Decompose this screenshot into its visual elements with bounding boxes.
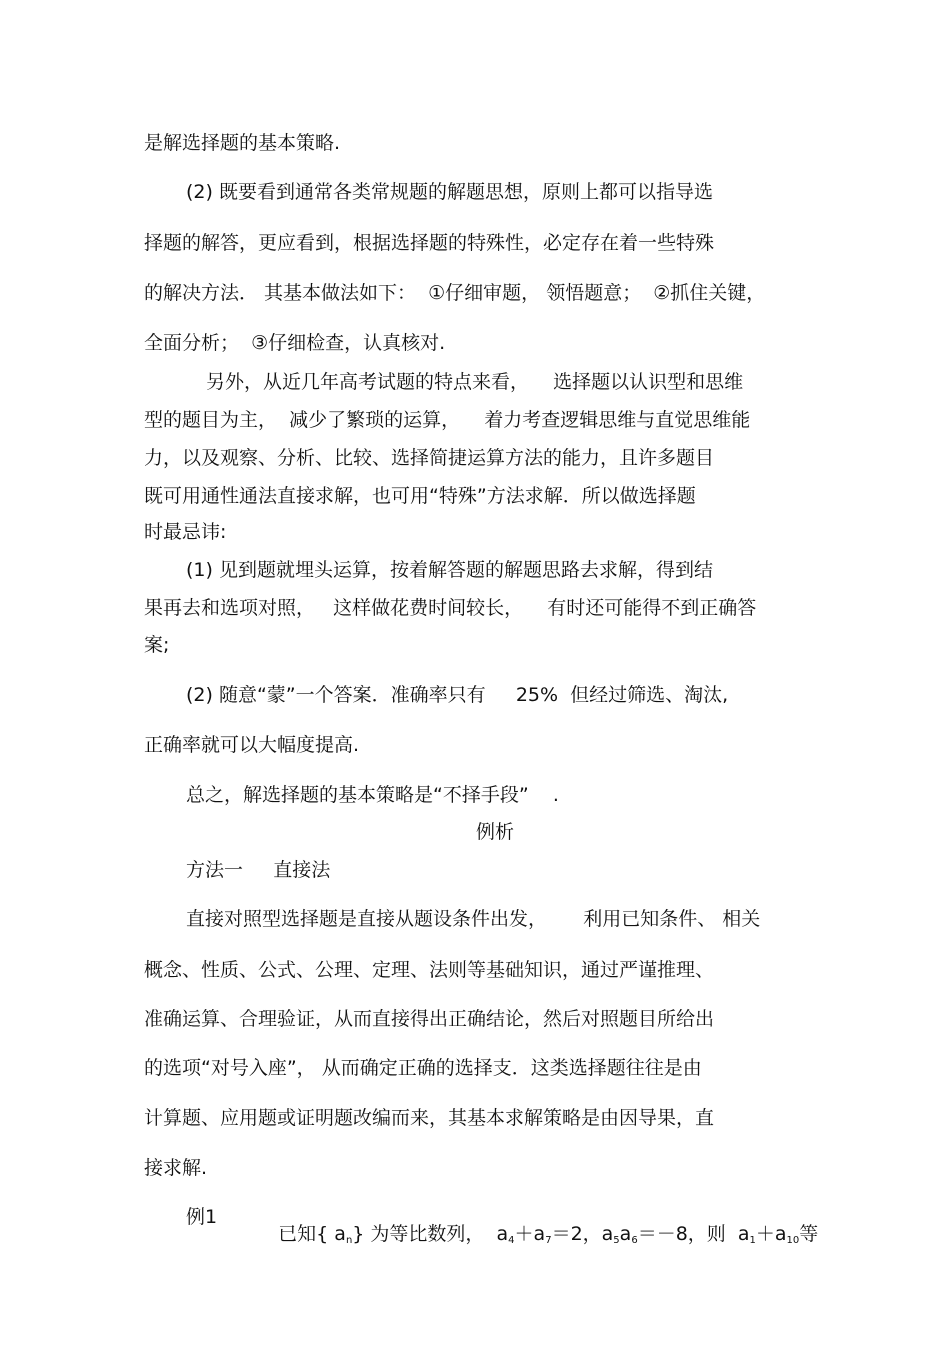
text-line: (2) 既要看到通常各类常规题的解题思想，原则上都可以指导选 bbox=[186, 181, 713, 203]
example-label: 例1 bbox=[186, 1206, 218, 1228]
text-line: 准确运算、合理验证，从而直接得出正确结论，然后对照题目所给出 bbox=[144, 1008, 715, 1030]
text-line: 案; bbox=[144, 634, 170, 656]
subscript: 1 bbox=[749, 1235, 756, 1246]
section-heading: 例析 bbox=[475, 821, 514, 843]
text-line: 正确率就可以大幅度提高. bbox=[144, 734, 360, 756]
subscript: 10 bbox=[786, 1235, 800, 1246]
example-statement bbox=[254, 1198, 819, 1246]
text-line: 总之，解选择题的基本策略是“不择手段” . bbox=[186, 784, 559, 806]
text-line: 另外，从近几年高考试题的特点来看， 选择题以认识型和思维 bbox=[206, 371, 744, 393]
example-text: a bbox=[619, 1223, 632, 1245]
text-line: 时最忌讳: bbox=[144, 521, 227, 543]
text-line: 直接对照型选择题是直接从题设条件出发， 利用已知条件、 相关 bbox=[186, 908, 761, 930]
text-line: 力，以及观察、分析、比较、选择简捷运算方法的能力，且许多题目 bbox=[144, 447, 715, 469]
subscript: n bbox=[345, 1235, 353, 1246]
text-line: (2) 随意“蒙”一个答案．准确率只有 25% 但经过筛选、淘汰, bbox=[186, 684, 729, 706]
text-line: 接求解. bbox=[144, 1157, 208, 1179]
text-line: 的选项“对号入座”， 从而确定正确的选择支．这类选择题往往是由 bbox=[144, 1057, 702, 1079]
text-line: (1) 见到题就埋头运算，按着解答题的解题思路去求解，得到结 bbox=[186, 559, 713, 581]
text-line: 既可用通性通法直接求解，也可用“特殊”方法求解．所以做选择题 bbox=[144, 485, 696, 507]
text-line: 概念、性质、公式、公理、定理、法则等基础知识，通过严谨推理、 bbox=[144, 959, 715, 981]
example-text: ＝－8，则 a bbox=[637, 1223, 750, 1245]
text-line: 的解决方法． 其基本做法如下： ①仔细审题， 领悟题意； ②抓住关键， bbox=[144, 282, 766, 304]
subscript: 4 bbox=[508, 1235, 515, 1246]
text-line: 择题的解答，更应看到，根据选择题的特殊性，必定存在着一些特殊 bbox=[144, 232, 715, 254]
text-line: 计算题、应用题或证明题改编而来，其基本求解策略是由因导果，直 bbox=[144, 1107, 715, 1129]
example-text: } 为等比数列， a bbox=[352, 1223, 509, 1245]
text-line: 果再去和选项对照， 这样做花费时间较长， 有时还可能得不到正确答 bbox=[144, 597, 757, 619]
example-text: 已知{ a bbox=[278, 1223, 346, 1245]
subscript: 7 bbox=[545, 1235, 552, 1246]
example-text: ＋a bbox=[514, 1223, 546, 1245]
text-line: 型的题目为主， 减少了繁琐的运算， 着力考查逻辑思维与直觉思维能 bbox=[144, 409, 751, 431]
example-text: ＝2，a bbox=[551, 1223, 614, 1245]
text-line: 全面分析； ③仔细检查，认真核对. bbox=[144, 332, 446, 354]
subscript: 6 bbox=[631, 1235, 638, 1246]
example-text: 等 bbox=[799, 1223, 819, 1245]
example-text: ＋a bbox=[755, 1223, 787, 1245]
subscript: 5 bbox=[613, 1235, 620, 1246]
method-heading: 方法一 直接法 bbox=[186, 859, 331, 881]
text-line: 是解选择题的基本策略. bbox=[144, 132, 341, 154]
